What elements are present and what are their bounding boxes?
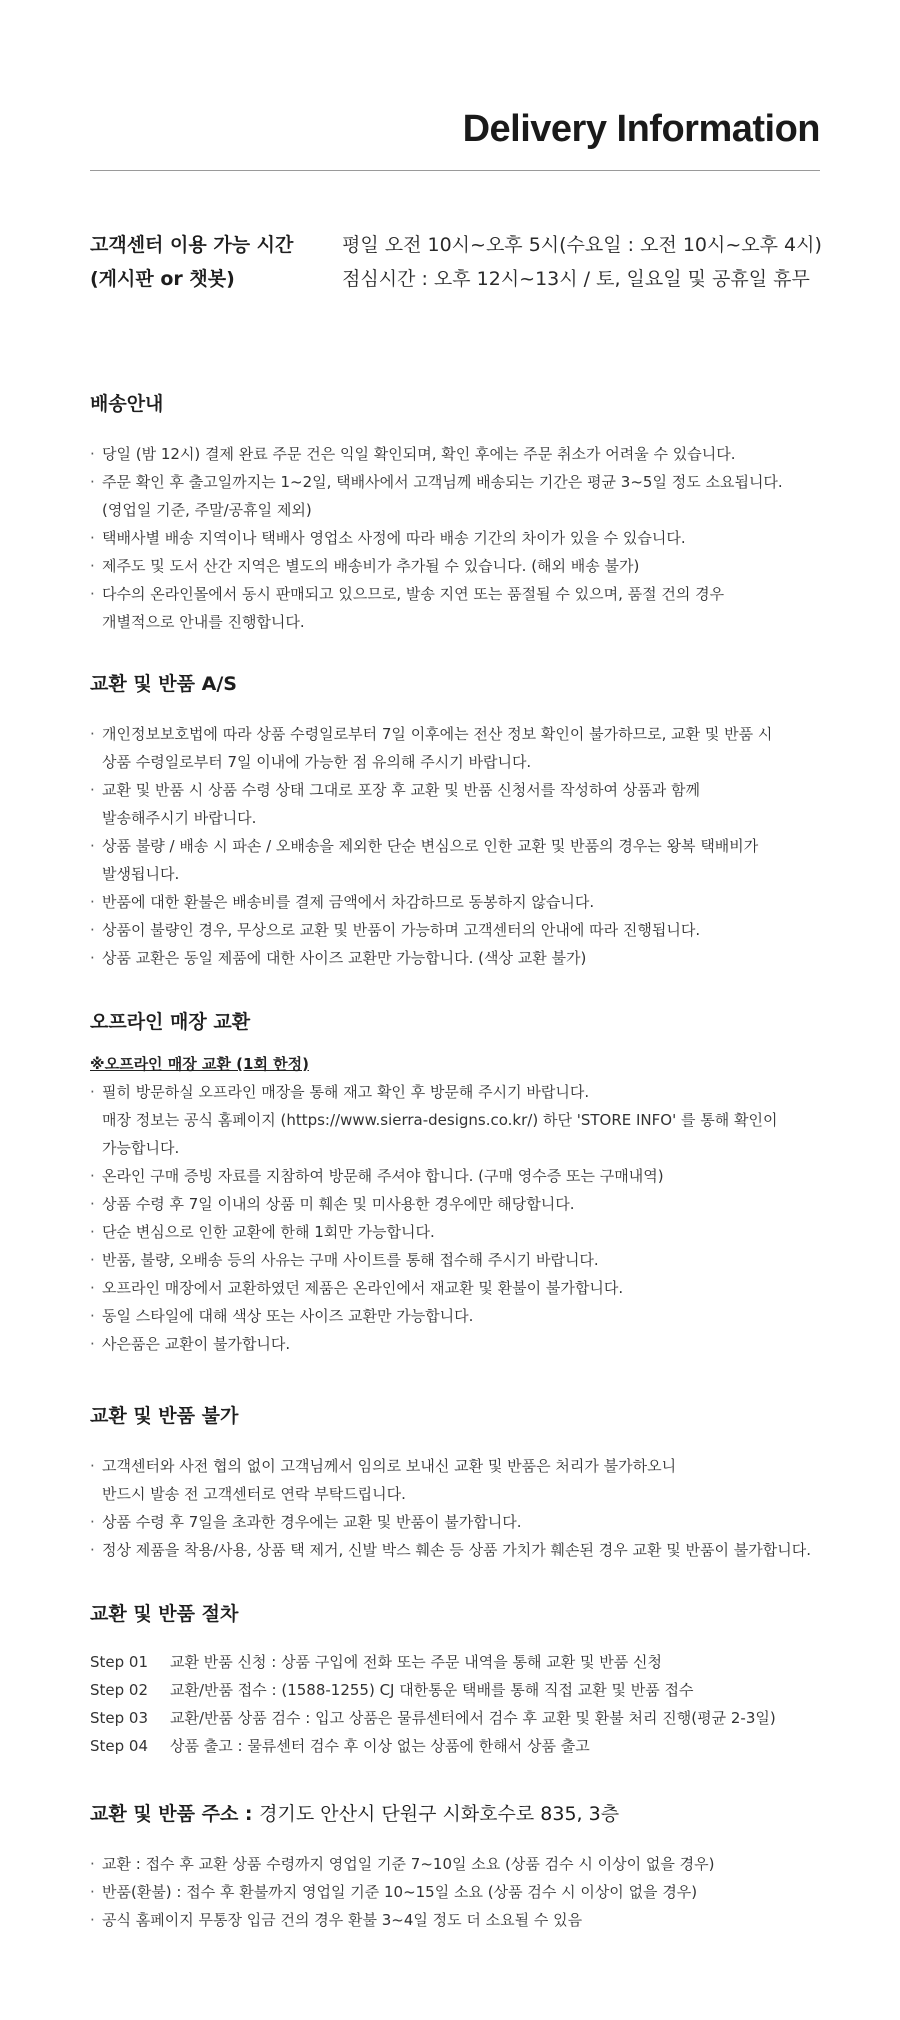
list-item-line: · 사은품은 교환이 불가합니다. [102,1335,291,1353]
list-item [90,1274,830,1302]
list-item-line: · 단순 변심으로 인한 교환에 한해 1회만 가능합니다. [102,1223,435,1241]
hours-label-line2: (게시판 or 챗봇) [90,267,235,290]
list-item [90,524,830,552]
title-divider [90,170,820,171]
list-item [90,580,830,636]
list-item [90,1906,830,1934]
address-heading [90,1800,830,1828]
exchange-as-section [90,670,830,972]
bullet-list [90,720,830,972]
step-text: 교환/반품 상품 검수 : 입고 상품은 물류센터에서 검수 후 교환 및 환불 처리 진행(평균 2-3일) [170,1709,776,1727]
bullet-list [90,1850,830,1934]
list-item [90,888,830,916]
bullet-list [90,440,830,636]
list-item-line: (영업일 기준, 주말/공휴일 제외) [102,501,312,519]
list-item [90,1218,830,1246]
step-number: Step 03 [90,1709,149,1727]
section-heading: 배송안내 [90,393,164,415]
list-item-line: · 제주도 및 도서 산간 지역은 별도의 배송비가 추가될 수 있습니다. (해외 배송 불가) [102,557,640,575]
list-item-line: · 다수의 온라인몰에서 동시 판매되고 있으므로, 발송 지연 또는 품절될 수 있으며, 품절 건의 경우 [102,585,725,603]
shipping-section [90,390,830,636]
list-item [90,1302,830,1330]
bullet-list [90,1452,830,1564]
list-item [90,1850,830,1878]
list-item-line: · 공식 홈페이지 무통장 입금 건의 경우 환불 3~4일 정도 더 소요될 수 있음 [102,1911,583,1929]
list-item-line: 상품 수령일로부터 7일 이내에 가능한 점 유의해 주시기 바랍니다. [102,753,532,771]
list-item-line: · 상품 불량 / 배송 시 파손 / 오배송을 제외한 단순 변심으로 인한 교환 및 반품의 경우는 왕복 택배비가 [102,837,759,855]
list-item-line: 반드시 발송 전 고객센터로 연락 부탁드립니다. [102,1485,406,1503]
list-item-line: · 반품, 불량, 오배송 등의 사유는 구매 사이트를 통해 접수해 주시기 바랍니다. [102,1251,599,1269]
bullet-list [90,1078,830,1358]
procedure-step [90,1676,830,1704]
section-heading: 교환 및 반품 절차 [90,1603,239,1625]
list-item [90,440,830,468]
list-item [90,720,830,776]
list-item-line: · 필히 방문하실 오프라인 매장을 통해 재고 확인 후 방문해 주시기 바랍니다. [102,1083,590,1101]
step-text: 교환 반품 신청 : 상품 구입에 전화 또는 주문 내역을 통해 교환 및 반품 신청 [170,1653,663,1671]
list-item-line: · 고객센터와 사전 협의 없이 고객님께서 임의로 보내신 교환 및 반품은 처리가 불가하오니 [102,1457,677,1475]
list-item [90,1246,830,1274]
list-item-line: 발송해주시기 바랍니다. [102,809,257,827]
list-item-line: · 상품이 불량인 경우, 무상으로 교환 및 반품이 가능하며 고객센터의 안내에 따라 진행됩니다. [102,921,701,939]
procedure-section [90,1600,830,1760]
list-item [90,916,830,944]
list-item [90,832,830,888]
list-item [90,1330,830,1358]
not-allowed-section [90,1402,830,1564]
list-item-line: · 상품 수령 후 7일 이내의 상품 미 훼손 및 미사용한 경우에만 해당합니다. [102,1195,575,1213]
list-item-line: · 오프라인 매장에서 교환하였던 제품은 온라인에서 재교환 및 환불이 불가합니다. [102,1279,624,1297]
list-item [90,1452,830,1508]
offline-subheading: ※오프라인 매장 교환 (1회 한정) [90,1055,310,1073]
list-item [90,1078,830,1162]
step-number: Step 02 [90,1681,149,1699]
list-item-line: 가능합니다. [102,1139,180,1157]
hours-label-line1: 고객센터 이용 가능 시간 [90,233,294,256]
list-item-line: · 상품 수령 후 7일을 초과한 경우에는 교환 및 반품이 불가합니다. [102,1513,522,1531]
list-item-line: · 개인정보보호법에 따라 상품 수령일로부터 7일 이후에는 전산 정보 확인이 불가하므로, 교환 및 반품 시 [102,725,773,743]
list-item-line: · 택배사별 배송 지역이나 택배사 영업소 사정에 따라 배송 기간의 차이가 있을 수 있습니다. [102,529,686,547]
list-item-line: 매장 정보는 공식 홈페이지 (https://www.sierra-designs.co.kr/) 하단 'STORE INFO' 를 통해 확인이 [102,1111,778,1129]
list-item [90,1162,830,1190]
list-item [90,1536,830,1564]
list-item-line: · 반품에 대한 환불은 배송비를 결제 금액에서 차감하므로 동봉하지 않습니다. [102,893,595,911]
list-item [90,468,830,524]
step-text: 교환/반품 접수 : (1588-1255) CJ 대한통운 택배를 통해 직접 교환 및 반품 접수 [170,1681,694,1699]
address-label: 교환 및 반품 주소 : [90,1803,260,1825]
list-item-line: 발생됩니다. [102,865,180,883]
list-item-line: · 교환 : 접수 후 교환 상품 수령까지 영업일 기준 7~10일 소요 (상품 검수 시 이상이 없을 경우) [102,1855,715,1873]
procedure-step [90,1732,830,1760]
offline-store-section [90,1008,830,1358]
address-value: 경기도 안산시 단원구 시화호수로 835, 3층 [259,1803,620,1825]
list-item-line: · 동일 스타일에 대해 색상 또는 사이즈 교환만 가능합니다. [102,1307,474,1325]
step-number: Step 01 [90,1653,149,1671]
return-address-section [90,1800,830,1934]
step-text: 상품 출고 : 물류센터 검수 후 이상 없는 상품에 한해서 상품 출고 [170,1737,590,1755]
procedure-steps [90,1648,830,1760]
list-item [90,552,830,580]
list-item-line: 개별적으로 안내를 진행합니다. [102,613,305,631]
section-heading: 교환 및 반품 불가 [90,1405,239,1427]
list-item-line: · 반품(환불) : 접수 후 환불까지 영업일 기준 10~15일 소요 (상품 검수 시 이상이 없을 경우) [102,1883,698,1901]
hours-value-line2: 점심시간 : 오후 12시~13시 / 토, 일요일 및 공휴일 휴무 [342,267,810,290]
list-item-line: · 온라인 구매 증빙 자료를 지참하여 방문해 주셔야 합니다. (구매 영수증 또는 구매내역) [102,1167,664,1185]
section-heading: 오프라인 매장 교환 [90,1011,251,1033]
list-item-line: · 상품 교환은 동일 제품에 대한 사이즈 교환만 가능합니다. (색상 교환 불가) [102,949,587,967]
hours-value-line1: 평일 오전 10시~오후 5시(수요일 : 오전 10시~오후 4시) [342,233,822,256]
list-item-line: · 정상 제품을 착용/사용, 상품 택 제거, 신발 박스 훼손 등 상품 가치가 훼손된 경우 교환 및 반품이 불가합니다. [102,1541,811,1559]
list-item-line: · 교환 및 반품 시 상품 수령 상태 그대로 포장 후 교환 및 반품 신청서를 작성하여 상품과 함께 [102,781,700,799]
step-number: Step 04 [90,1737,149,1755]
section-heading: 교환 및 반품 A/S [90,673,237,695]
page-title: Delivery Information [462,108,820,150]
list-item [90,776,830,832]
list-item [90,1190,830,1218]
list-item [90,944,830,972]
list-item [90,1508,830,1536]
list-item [90,1878,830,1906]
customer-center-hours [90,226,830,294]
list-item-line: · 당일 (밤 12시) 결제 완료 주문 건은 익일 확인되며, 확인 후에는 주문 취소가 어려울 수 있습니다. [102,445,736,463]
procedure-step [90,1704,830,1732]
list-item-line: · 주문 확인 후 출고일까지는 1~2일, 택배사에서 고객님께 배송되는 기간은 평균 3~5일 정도 소요됩니다. [102,473,783,491]
procedure-step [90,1648,830,1676]
